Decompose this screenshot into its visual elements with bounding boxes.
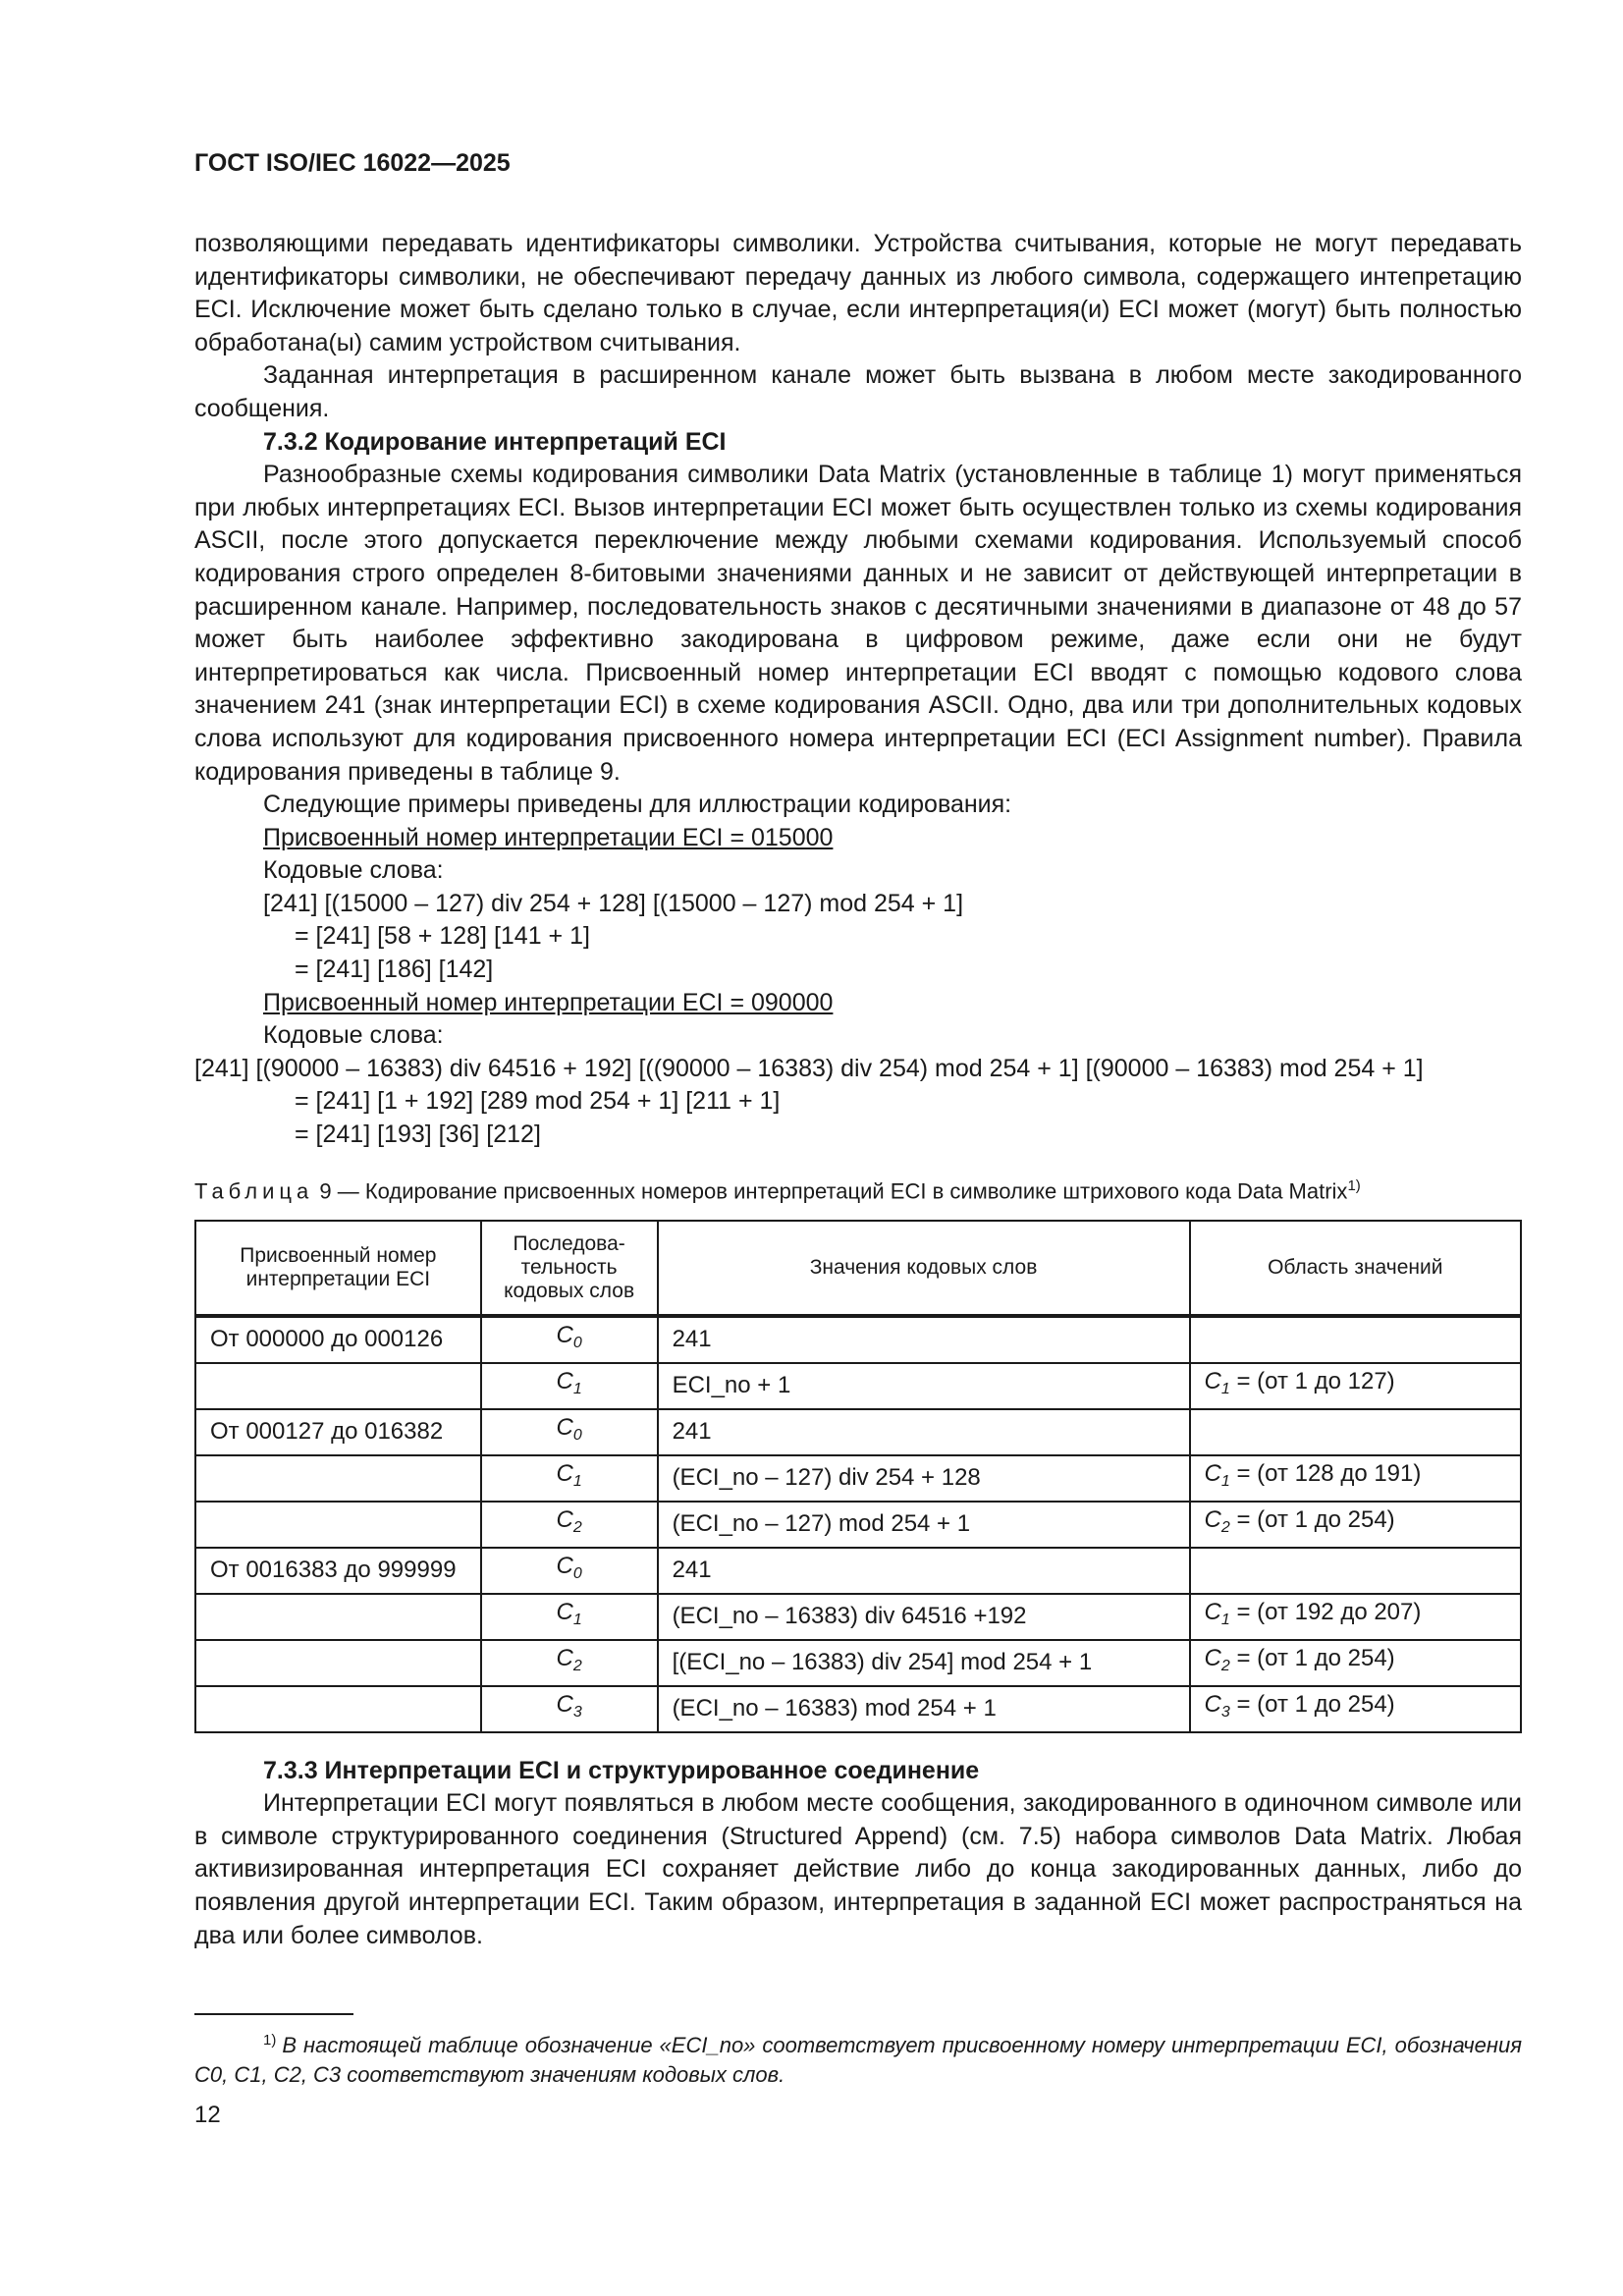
footnote: $^{1)}$ В настоящей таблице обозначение «ECI_no» соответствует присвоенному номеру интерпретации ECI, обозначения C0, C1, C2, C3 соответствуют значениям кодовых слов.: [194, 2032, 1522, 2087]
example-2-title: Присвоенный номер интерпретации ECI = 090000: [263, 988, 834, 1016]
example-2-line: [241] [(90000 – 16383) div 64516 + 192] [((90000 – 16383) div 254) mod 254 + 1] [(90000 – 16383) mod 254 + 1]: [194, 1054, 1424, 1082]
codeword-value-cell: 241: [658, 1548, 1190, 1594]
value-range-cell: $C_3 = (от$ 1 до 254): [1190, 1686, 1521, 1732]
page-number: 12: [194, 2102, 221, 2128]
table-row: [195, 1316, 1521, 1363]
eci-range-cell: [195, 1455, 481, 1502]
value-range-cell: [1190, 1409, 1521, 1455]
example-1-line: = [241] [58 + 128] [141 + 1]: [295, 922, 590, 951]
table-row: [195, 1548, 1521, 1594]
value-range-cell: $C_1 = (от$ 1 до 127): [1190, 1363, 1521, 1409]
body-text: [194, 228, 1522, 1952]
value-range-cell: [1190, 1316, 1521, 1363]
paragraph: Интерпретации ECI могут появляться в любом месте сообщения, закодированного в одиночном символе или в символе структурированного соединения (Structured Append) (см. 7.5) набора символов Data Matrix. Любая активизированная интерпретация ECI сохраняет действие либо до конца закодированных данных, либо до появления другой интерпретации ECI. Таким образом, интерпретация в заданной ECI может распространяться на два или более символов.: [194, 1789, 1522, 1949]
standard-header: ГОСТ ISO/IEC 16022—2025: [194, 149, 511, 177]
table-caption: Таблица 9 — Кодирование присвоенных номеров интерпретаций ECI в символике штрихового кода Data Matrix$^{1)}$: [194, 1176, 1361, 1203]
table-row: [195, 1686, 1521, 1732]
codeword-value-cell: 241: [658, 1409, 1190, 1455]
example-2-codewords-label: Кодовые слова:: [263, 1021, 444, 1050]
section-heading-7-3-2: 7.3.2 Кодирование интерпретаций ECI: [263, 427, 727, 456]
codeword-value-cell: (ECI_no – 127) mod 254 + 1: [658, 1502, 1190, 1548]
footnote-separator: [194, 2013, 353, 2015]
eci-range-cell: От 000000 до 000126: [195, 1316, 481, 1363]
codeword-sequence-cell: $C_2$: [481, 1640, 658, 1686]
example-1-line: = [241] [186] [142]: [295, 956, 494, 984]
table-9: [194, 1220, 1522, 1733]
value-range-cell: $C_1 = (от$ 128 до 191): [1190, 1455, 1521, 1502]
value-range-cell: [1190, 1548, 1521, 1594]
table-header-row: [195, 1221, 1521, 1316]
codeword-value-cell: ECI_no + 1: [658, 1363, 1190, 1409]
value-range-cell: $C_2 = (от$ 1 до 254): [1190, 1640, 1521, 1686]
eci-range-cell: [195, 1594, 481, 1640]
example-1-codewords-label: Кодовые слова:: [263, 856, 444, 885]
eci-range-cell: [195, 1363, 481, 1409]
section-heading-7-3-3: 7.3.3 Интерпретации ECI и структурированное соединение: [263, 1756, 980, 1784]
paragraph: позволяющими передавать идентификаторы символики. Устройства считывания, которые не могут передавать идентификаторы символики, не обеспечивают передачу данных из любого символа, содержащего интепретацию ECI. Исключение может быть сделано только в случае, если интерпретация(и) ECI может (могут) быть полностью обработана(ы) самим устройством считывания.: [194, 230, 1522, 356]
example-1-title: Присвоенный номер интерпретации ECI = 015000: [263, 823, 834, 851]
table-row: [195, 1640, 1521, 1686]
eci-range-cell: От 0016383 до 999999: [195, 1548, 481, 1594]
eci-range-cell: [195, 1686, 481, 1732]
paragraph: Заданная интерпретация в расширенном канале может быть вызвана в любом месте закодированного сообщения.: [194, 361, 1522, 422]
column-header: Область значений: [1190, 1221, 1521, 1316]
paragraph: Следующие примеры приведены для иллюстрации кодирования:: [263, 791, 1012, 819]
example-2-line: = [241] [193] [36] [212]: [295, 1121, 541, 1149]
codeword-value-cell: 241: [658, 1316, 1190, 1363]
value-range-cell: $C_2 = (от$ 1 до 254): [1190, 1502, 1521, 1548]
codeword-sequence-cell: $C_0$: [481, 1409, 658, 1455]
value-range-cell: $C_1 = (от$ 192 до 207): [1190, 1594, 1521, 1640]
codeword-sequence-cell: $C_0$: [481, 1548, 658, 1594]
eci-range-cell: [195, 1640, 481, 1686]
codeword-sequence-cell: $C_1$: [481, 1363, 658, 1409]
table-row: [195, 1363, 1521, 1409]
column-header: Присвоенный номер интерпретации ECI: [195, 1221, 481, 1316]
codeword-sequence-cell: $C_1$: [481, 1455, 658, 1502]
codeword-value-cell: (ECI_no – 127) div 254 + 128: [658, 1455, 1190, 1502]
table-row: [195, 1594, 1521, 1640]
codeword-sequence-cell: $C_1$: [481, 1594, 658, 1640]
paragraph: Разнообразные схемы кодирования символики Data Matrix (установленные в таблице 1) могут применяться при любых интерпретациях ECI. Вызов интерпретации ECI может быть осуществлен только из схемы кодирования ASCII, после этого допускается переключение между любыми схемами кодирования. Используемый способ кодирования строго определен 8-битовыми значениями данных и не зависит от действующей интерпретации в расширенном канале. Например, последовательность знаков с десятичными значениями в диапазоне от 48 до 57 может быть наиболее эффективно закодирована в цифровом режиме, даже если они не будут интерпретироваться как числа. Присвоенный номер интерпретации ECI вводят с помощью кодового слова значением 241 (знак интерпретации ECI) в схеме кодирования ASCII. Одно, два или три дополнительных кодовых слова используют для кодирования присвоенного номера интерпретации ECI (ECI Assignment number). Правила кодирования приведены в таблице 9.: [194, 461, 1522, 786]
codeword-sequence-cell: $C_2$: [481, 1502, 658, 1548]
example-1-line: [241] [(15000 – 127) div 254 + 128] [(15000 – 127) mod 254 + 1]: [263, 889, 964, 917]
table-row: [195, 1455, 1521, 1502]
table-row: [195, 1409, 1521, 1455]
column-header: Последова-тельность кодовых слов: [481, 1221, 658, 1316]
codeword-sequence-cell: $C_3$: [481, 1686, 658, 1732]
codeword-value-cell: (ECI_no – 16383) mod 254 + 1: [658, 1686, 1190, 1732]
codeword-value-cell: [(ECI_no – 16383) div 254] mod 254 + 1: [658, 1640, 1190, 1686]
codeword-sequence-cell: $C_0$: [481, 1316, 658, 1363]
eci-range-cell: [195, 1502, 481, 1548]
eci-range-cell: От 000127 до 016382: [195, 1409, 481, 1455]
column-header: Значения кодовых слов: [658, 1221, 1190, 1316]
example-2-line: = [241] [1 + 192] [289 mod 254 + 1] [211 + 1]: [295, 1087, 781, 1116]
table-row: [195, 1502, 1521, 1548]
codeword-value-cell: (ECI_no – 16383) div 64516 +192: [658, 1594, 1190, 1640]
